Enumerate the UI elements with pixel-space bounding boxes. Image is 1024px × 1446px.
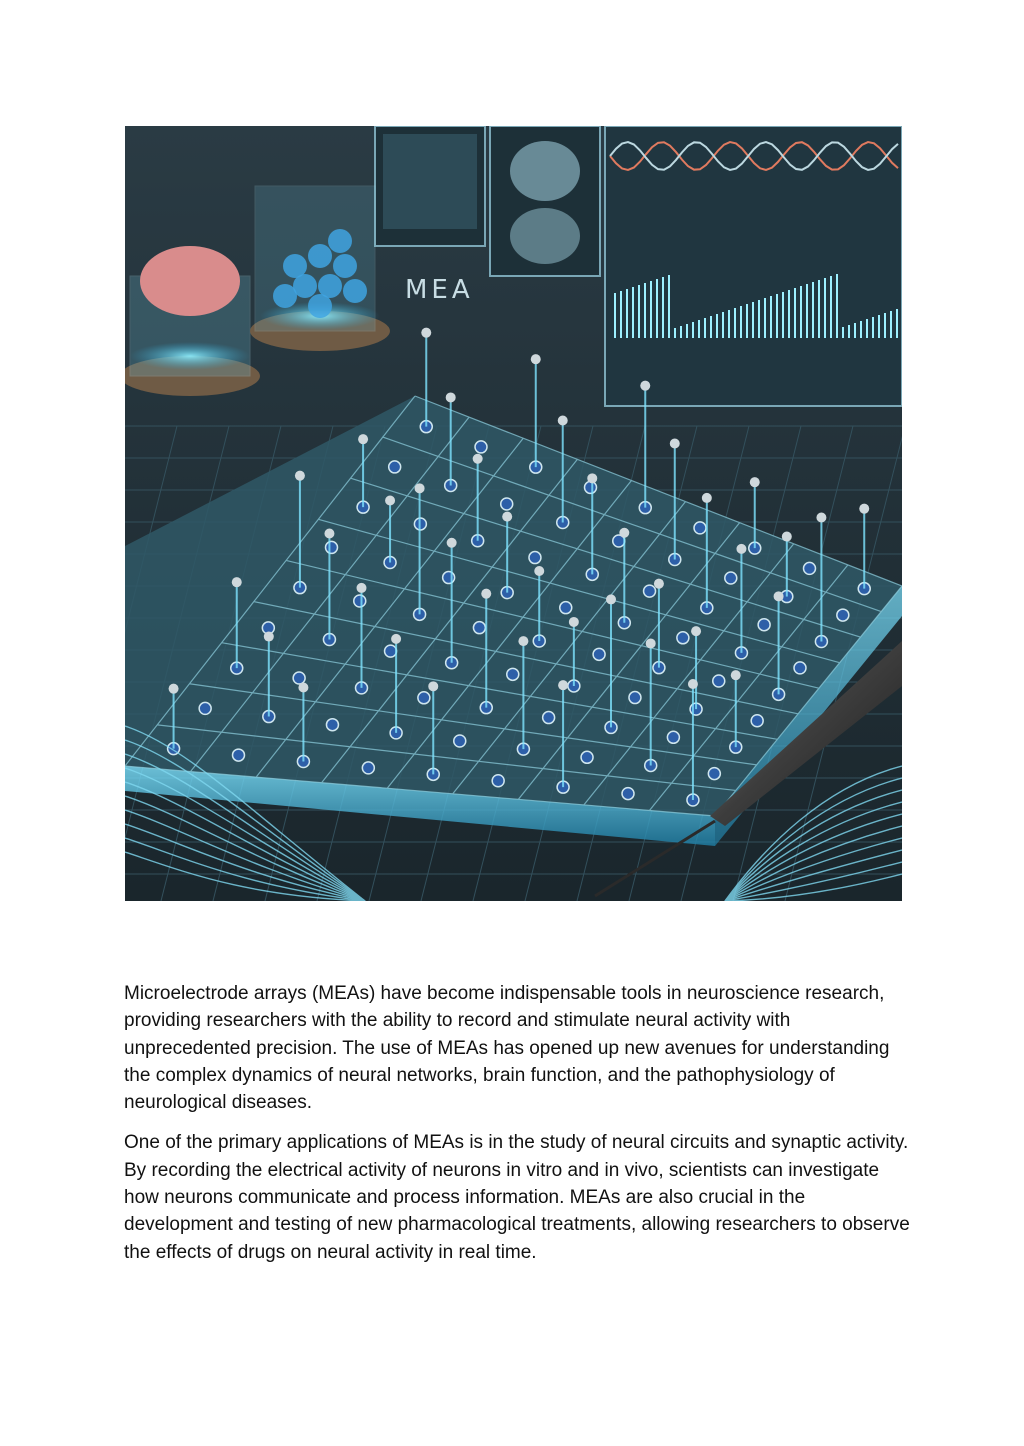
brain-model [140,246,240,316]
paragraph-intro: Microelectrode arrays (MEAs) have become indispensable tools in neuroscience research, providing researchers with the ability to record and stimulate neural activity with unprecedented precision. The use of MEAs has opened up new avenues for understanding the complex dynamics of neural networks, brain function, and the pathophysiology of neurological diseases. [124,983,890,1114]
monitor-label: MEA [405,275,474,305]
mea-illustration [125,126,902,901]
paragraph-applications: One of the primary applications of MEAs is in the study of neural circuits and synaptic activity. By recording the electrical activity of neurons in vitro and in vivo, scientists can investigate how neurons communicate and process information. MEAs are also crucial in the development and testing of new pharmacological treatments, allowing researchers to observe the effects of drugs on neural activity in real time. [124,1132,910,1263]
article-body [124,980,914,1279]
mea-illustration-svg [125,126,902,901]
